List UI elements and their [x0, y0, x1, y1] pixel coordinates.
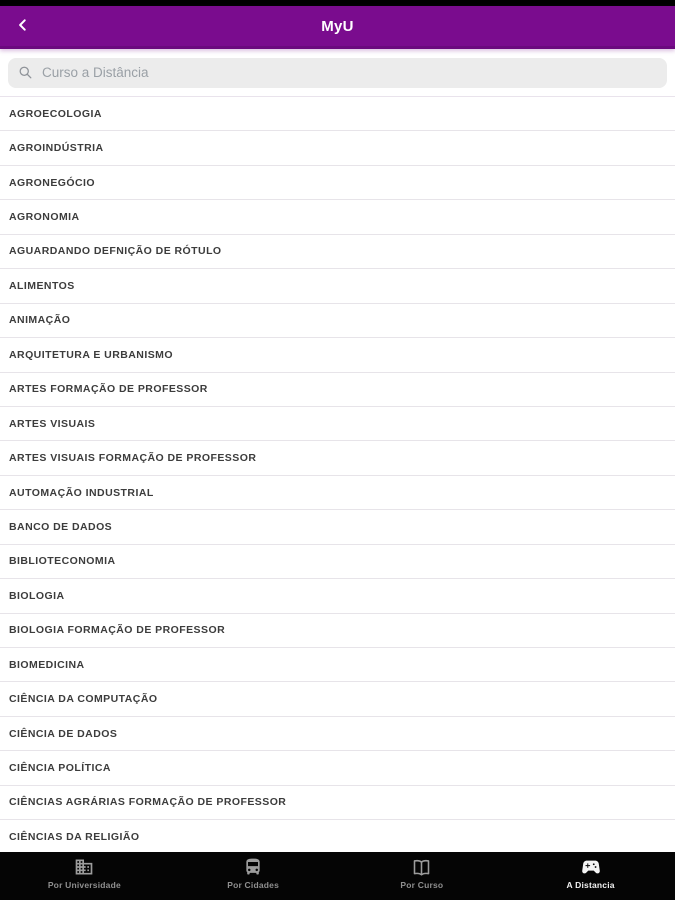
list-item-label: ANIMAÇÃO: [9, 314, 71, 327]
list-item[interactable]: [0, 751, 675, 785]
tab-label: Por Cidades: [227, 880, 280, 890]
list-item[interactable]: [0, 441, 675, 475]
course-list: [0, 97, 675, 852]
list-item[interactable]: [0, 131, 675, 165]
tab-a-distancia[interactable]: [506, 852, 675, 900]
gamepad-icon: [580, 856, 602, 878]
list-item-label: CIÊNCIA POLÍTICA: [9, 762, 111, 775]
app-header: [0, 6, 675, 49]
list-item[interactable]: [0, 510, 675, 544]
list-item[interactable]: [0, 338, 675, 372]
tab-por-cidades[interactable]: [169, 852, 338, 900]
list-item[interactable]: [0, 820, 675, 852]
list-item[interactable]: [0, 682, 675, 716]
tab-por-universidade[interactable]: [0, 852, 169, 900]
search-icon: [18, 65, 40, 80]
tab-label: A Distancia: [566, 880, 615, 890]
list-item-label: BANCO DE DADOS: [9, 520, 113, 533]
list-item[interactable]: [0, 545, 675, 579]
list-item[interactable]: [0, 407, 675, 441]
search-section: [0, 49, 675, 97]
bottom-tab-bar: [0, 852, 675, 900]
list-item-label: CIÊNCIA DA COMPUTAÇÃO: [9, 693, 158, 706]
open-book-icon: [411, 856, 432, 878]
list-item[interactable]: [0, 786, 675, 820]
list-item[interactable]: [0, 97, 675, 131]
list-item-label: AGRONEGÓCIO: [9, 176, 96, 189]
list-item[interactable]: [0, 166, 675, 200]
list-item[interactable]: [0, 614, 675, 648]
list-item-label: BIBLIOTECONOMIA: [9, 555, 116, 568]
list-item[interactable]: [0, 648, 675, 682]
list-item-label: AUTOMAÇÃO INDUSTRIAL: [9, 486, 154, 499]
chevron-left-icon: [16, 18, 30, 35]
list-item-label: ARQUITETURA E URBANISMO: [9, 348, 173, 361]
list-item-label: ARTES VISUAIS: [9, 417, 96, 430]
page-title: MyU: [321, 17, 354, 35]
tab-label: Por Universidade: [47, 880, 121, 890]
list-item-label: ARTES FORMAÇÃO DE PROFESSOR: [9, 383, 208, 396]
list-item-label: CIÊNCIA DE DADOS: [9, 727, 118, 740]
tab-label: Por Curso: [400, 880, 444, 890]
list-item[interactable]: [0, 476, 675, 510]
list-item-label: AGROECOLOGIA: [9, 107, 102, 120]
list-item[interactable]: [0, 304, 675, 338]
list-item-label: BIOLOGIA FORMAÇÃO DE PROFESSOR: [9, 624, 226, 637]
list-item[interactable]: [0, 579, 675, 613]
list-item[interactable]: [0, 269, 675, 303]
list-item-label: AGROINDÚSTRIA: [9, 142, 104, 155]
university-building-icon: [74, 856, 94, 878]
list-item-label: AGRONOMIA: [9, 211, 80, 224]
back-button[interactable]: [10, 6, 50, 46]
tab-por-curso[interactable]: [338, 852, 507, 900]
list-item[interactable]: [0, 235, 675, 269]
list-item[interactable]: [0, 200, 675, 234]
list-item-label: BIOMEDICINA: [9, 658, 85, 671]
list-item[interactable]: [0, 717, 675, 751]
search-box[interactable]: [8, 58, 667, 88]
bus-icon: [243, 856, 263, 878]
list-item-label: CIÊNCIAS DA RELIGIÃO: [9, 830, 140, 843]
list-item-label: ARTES VISUAIS FORMAÇÃO DE PROFESSOR: [9, 452, 257, 465]
search-input[interactable]: [40, 64, 657, 81]
list-item-label: BIOLOGIA: [9, 589, 65, 602]
list-item-label: ALIMENTOS: [9, 279, 75, 292]
list-item-label: CIÊNCIAS AGRÁRIAS FORMAÇÃO DE PROFESSOR: [9, 796, 287, 809]
list-item-label: AGUARDANDO DEFNIÇÃO DE RÓTULO: [9, 245, 222, 258]
list-item[interactable]: [0, 373, 675, 407]
